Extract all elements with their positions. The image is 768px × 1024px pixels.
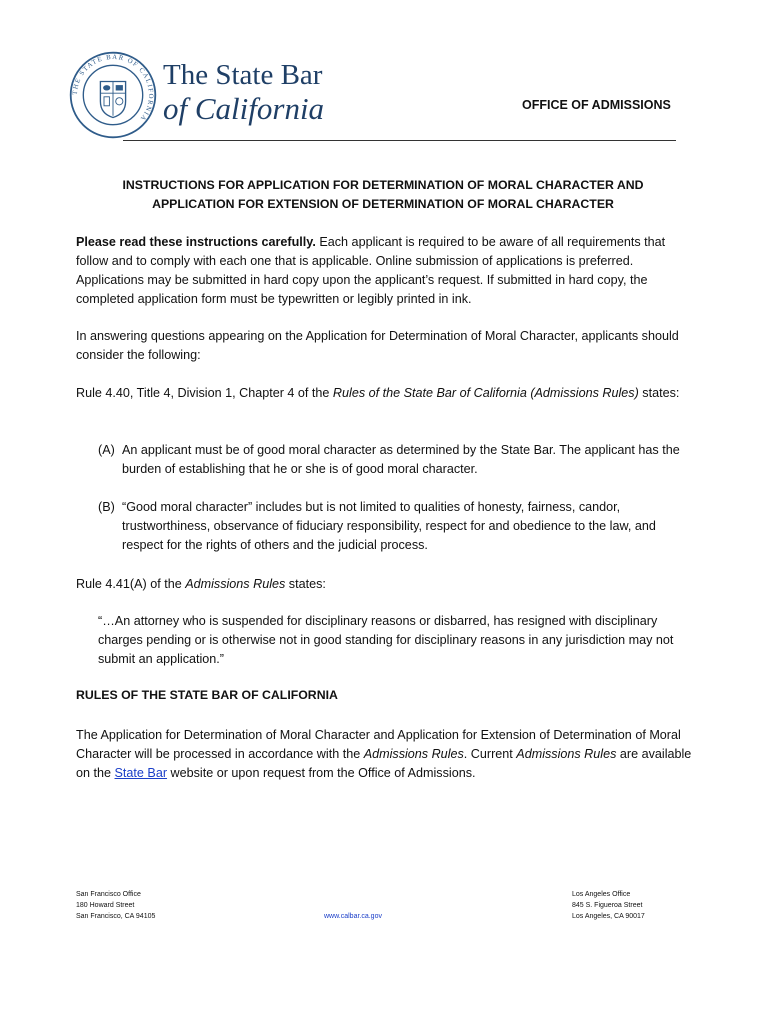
rule-440-suffix: states: (638, 386, 680, 400)
rule-441-suffix: states: (285, 577, 326, 591)
seal-icon (68, 50, 158, 140)
rule-440-prefix: Rule 4.40, Title 4, Division 1, Chapter 4 of the (76, 386, 333, 400)
intro-paragraph (76, 233, 692, 309)
processing-italic1: Admissions Rules (363, 747, 464, 761)
list-item-a (98, 441, 694, 479)
rule-440-italic: Rules of the State Bar of California (Admissions Rules) (332, 386, 639, 400)
processing-part4: website or upon request from the Office of Admissions. (167, 766, 476, 780)
processing-part3: are available on the (76, 747, 692, 780)
processing-part2: . Current (463, 747, 517, 761)
footer-la-line3: Los Angeles, CA 90017 (572, 913, 645, 920)
intro-text: Each applicant is required to be aware of all requirements that follow and to comply with each one that is applicable. Online submission of applications is preferred. Applications may be submitted in hard copy upon the applicant’s request. If submitted in hard copy, the completed application form must be typewritten or legibly printed in ink. (76, 235, 666, 306)
list-marker: (B) (98, 500, 115, 514)
processing-italic2: Admissions Rules (516, 747, 617, 761)
list-item-b (98, 498, 694, 555)
processing-part1: The Application for Determination of Moral Character and Application for Extension of Determination of Moral Character will be processed in accordance with the (76, 728, 681, 761)
processing-paragraph (76, 726, 692, 783)
org-name-line2: of California (163, 91, 325, 126)
intro-bold-lead: Please read these instructions carefully. (76, 235, 316, 249)
considering-paragraph: In answering questions appearing on the Application for Determination of Moral Character, applicants should consider the following: (76, 329, 679, 362)
website-link[interactable]: www.calbar.ca.gov (324, 913, 382, 920)
document-title (76, 176, 690, 214)
rule-441-paragraph (76, 575, 692, 594)
header-divider (123, 140, 676, 141)
footer-website (324, 911, 382, 922)
footer-la-line1: Los Angeles Office (572, 891, 631, 898)
footer-sf-line1: San Francisco Office (76, 891, 141, 898)
title-line2: APPLICATION FOR EXTENSION OF DETERMINATION OF MORAL CHARACTER (152, 197, 614, 211)
state-bar-link[interactable]: State Bar (114, 766, 168, 780)
footer-sf-line3: San Francisco, CA 94105 (76, 913, 156, 920)
title-line1: INSTRUCTIONS FOR APPLICATION FOR DETERMINATION OF MORAL CHARACTER AND (122, 178, 644, 192)
rule-441-prefix: Rule 4.41(A) of the (76, 577, 186, 591)
footer-la-line2: 845 S. Figueroa Street (572, 902, 643, 909)
footer-sf-office (76, 889, 155, 922)
list-text: An applicant must be of good moral character as determined by the State Bar. The applicant has the burden of establishing that he or she is of good moral character. (122, 443, 680, 476)
list-text: “Good moral character” includes but is not limited to qualities of honesty, fairness, candor, trustworthiness, observance of fiduciary responsibility, respect for and obedience to the law, and respect for the rights of others and the judicial process. (122, 500, 656, 552)
rules-heading: RULES OF THE STATE BAR OF CALIFORNIA (76, 688, 338, 702)
list-marker: (A) (98, 443, 115, 457)
footer-sf-line2: 180 Howard Street (76, 902, 135, 909)
rule-440-paragraph (76, 384, 692, 403)
org-name (163, 58, 324, 126)
rule-441-italic: Admissions Rules (185, 577, 286, 591)
office-label: OFFICE OF ADMISSIONS (522, 98, 671, 112)
footer-la-office (572, 889, 645, 922)
org-name-line1: The State Bar (163, 59, 323, 91)
quote-paragraph: “…An attorney who is suspended for disciplinary reasons or disbarred, has resigned with disciplinary charges pending or is otherwise not in good standing for disciplinary reasons in any jurisdiction may not submit an application.” (98, 614, 674, 666)
seal-ring-text: THE STATE BAR OF CALIFORNIA (71, 53, 155, 123)
